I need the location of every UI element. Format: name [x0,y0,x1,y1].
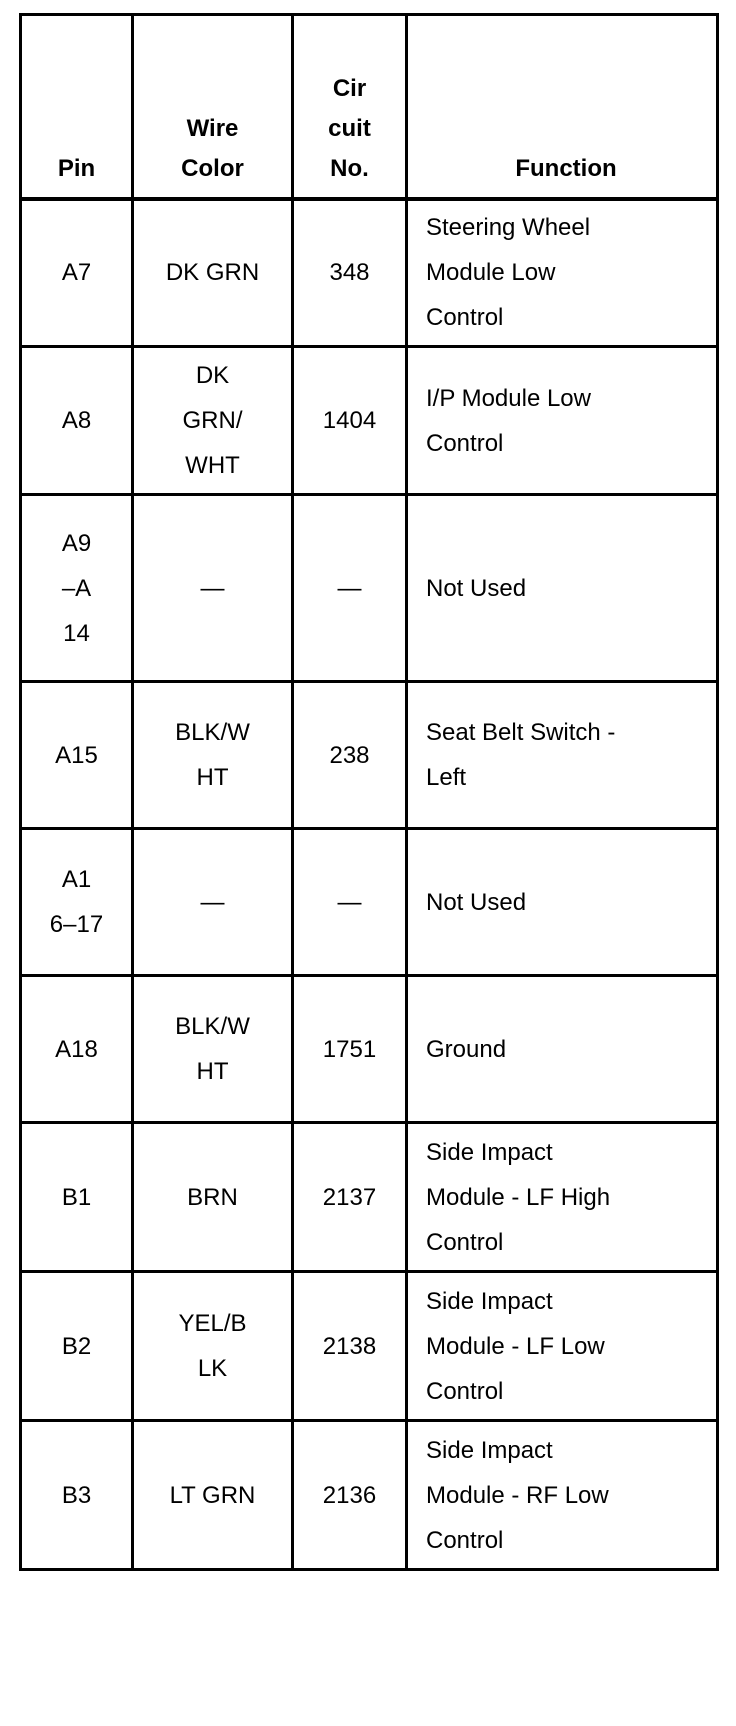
circuit-cell: 348 [293,199,407,347]
pin-cell: A18 [21,976,133,1123]
table-row [21,1421,718,1570]
wire-color-cell: DK GRN [133,199,293,347]
wire-color-cell: DK GRN/ WHT [133,347,293,495]
wire-color-cell: YEL/B LK [133,1272,293,1421]
circuit-cell: 2137 [293,1123,407,1272]
wire-color-cell: BLK/W HT [133,976,293,1123]
header-function: Function [407,15,718,199]
header-pin: Pin [21,15,133,199]
pin-cell: B1 [21,1123,133,1272]
function-cell: Ground [407,976,718,1123]
circuit-cell: 2136 [293,1421,407,1570]
function-cell: Side Impact Module - RF Low Control [407,1421,718,1570]
wire-color-cell: BRN [133,1123,293,1272]
pin-cell: A8 [21,347,133,495]
header-row [21,15,718,199]
wire-color-cell: BLK/W HT [133,682,293,829]
pin-cell: A1 6–17 [21,829,133,976]
circuit-cell: — [293,495,407,682]
function-cell: I/P Module Low Control [407,347,718,495]
pin-cell: A7 [21,199,133,347]
table-row [21,682,718,829]
pin-table [19,13,719,1571]
table-row [21,976,718,1123]
table-row [21,1272,718,1421]
function-cell: Seat Belt Switch - Left [407,682,718,829]
function-cell: Not Used [407,495,718,682]
table-row [21,495,718,682]
wire-color-cell: — [133,495,293,682]
function-cell: Side Impact Module - LF High Control [407,1123,718,1272]
circuit-cell: — [293,829,407,976]
pin-cell: A9 –A 14 [21,495,133,682]
table-row [21,199,718,347]
circuit-cell: 2138 [293,1272,407,1421]
pin-cell: A15 [21,682,133,829]
table-row [21,829,718,976]
table-row [21,1123,718,1272]
pin-cell: B3 [21,1421,133,1570]
circuit-cell: 1751 [293,976,407,1123]
wire-color-cell: — [133,829,293,976]
header-wire-color: Wire Color [133,15,293,199]
pin-cell: B2 [21,1272,133,1421]
circuit-cell: 1404 [293,347,407,495]
wire-color-cell: LT GRN [133,1421,293,1570]
table-row [21,347,718,495]
header-circuit-no: Cir cuit No. [293,15,407,199]
function-cell: Not Used [407,829,718,976]
function-cell: Steering Wheel Module Low Control [407,199,718,347]
function-cell: Side Impact Module - LF Low Control [407,1272,718,1421]
circuit-cell: 238 [293,682,407,829]
